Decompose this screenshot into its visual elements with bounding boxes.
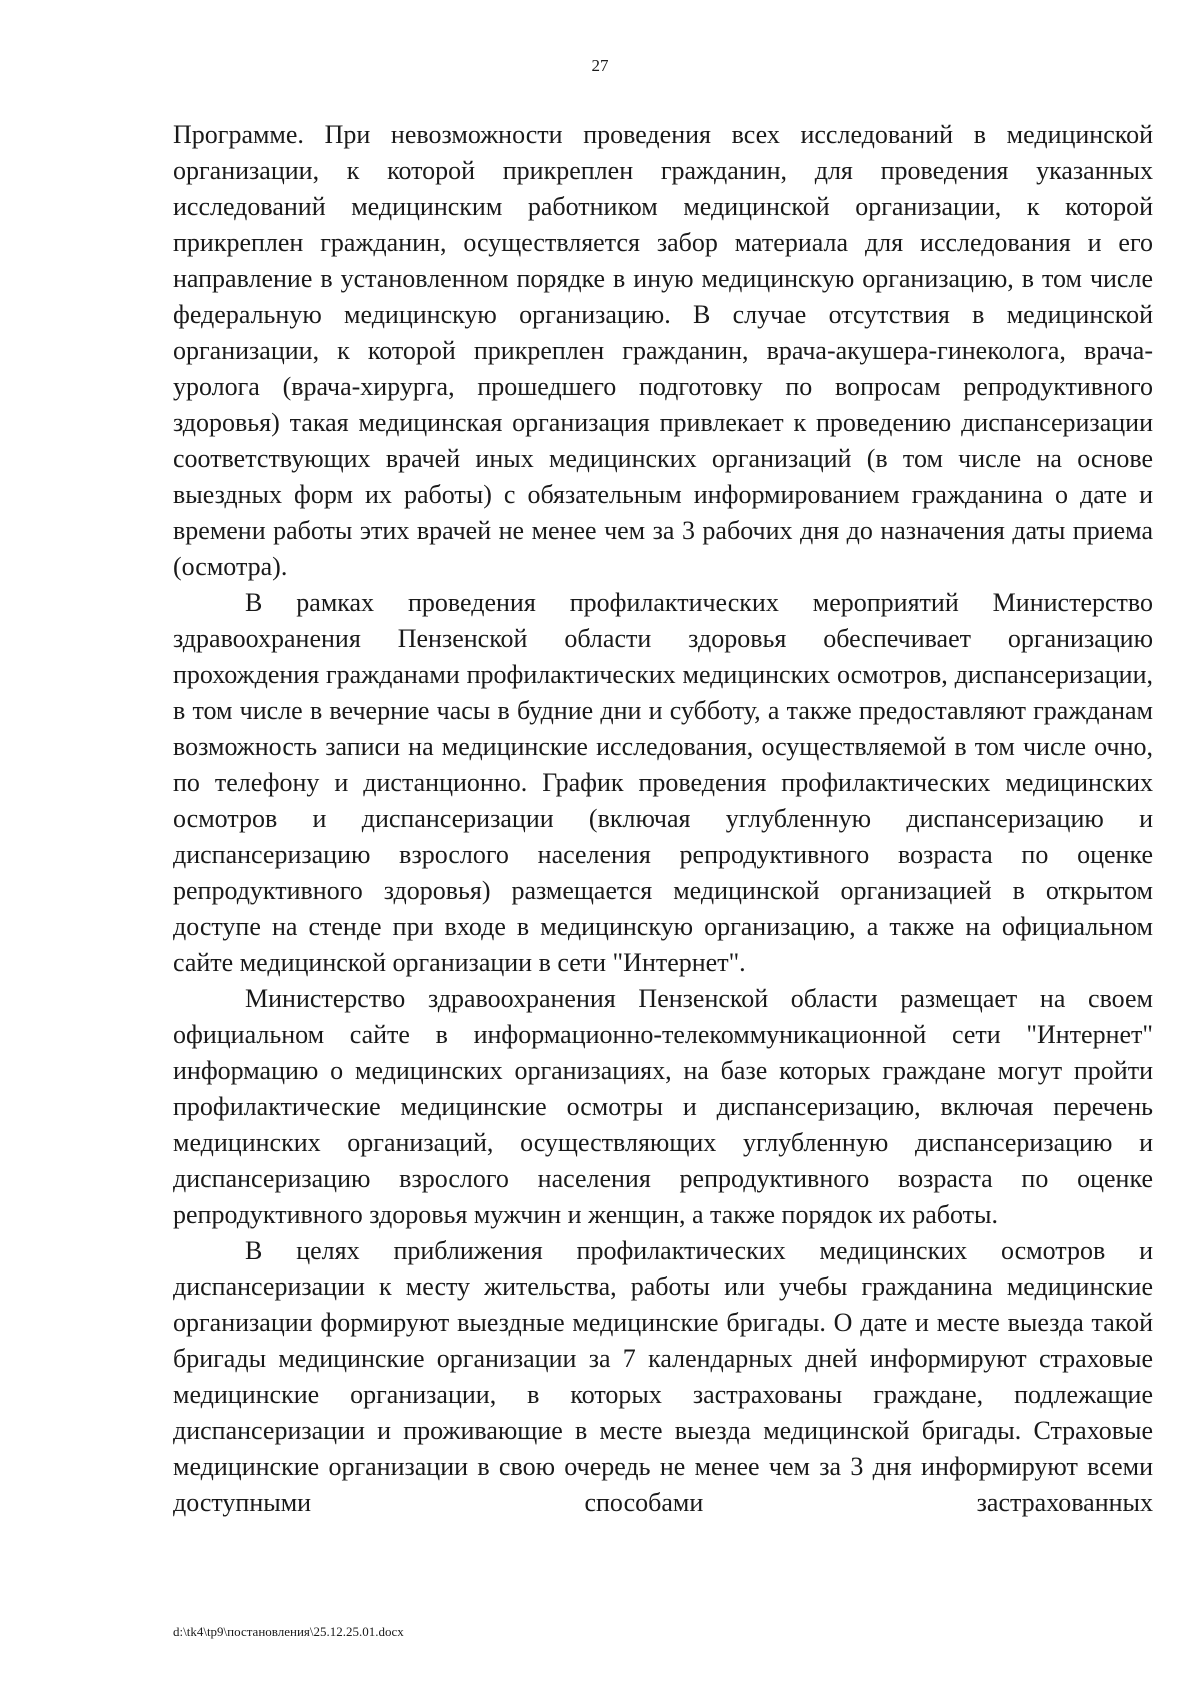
paragraph-ministry-website: Министерство здравоохранения Пензенской области размещает на своем официальном сайте в информационно-телекоммуникационной сети "Интернет" информацию о медицинских организациях, на базе которых граждане могут пройти профилактические медицинские осмотры и диспансеризацию, включая перечень медицинских организаций, осуществляющих углубленную диспансеризацию и диспансеризацию взрослого населения репродуктивного возраста по оценке репродуктивного здоровья мужчин и женщин, а также порядок их работы.	[173, 984, 1153, 1229]
paragraph-continuation: Программе. При невозможности проведения всех исследований в медицинской организации, к которой прикреплен гражданин, для проведения указанных исследований медицинским работником медицинской организации, к которой прикреплен гражданин, осуществляется забор материала для исследования и его направление в установленном порядке в иную медицинскую организацию, в том числе федеральную медицинскую организацию. В случае отсутствия в медицинской организации, к которой прикреплен гражданин, врача-акушера-гинеколога, врача-уролога (врача-хирурга, прошедшего подготовку по вопросам репродуктивного здоровья) такая медицинская организация привлекает к проведению диспансеризации соответствующих врачей иных медицинских организаций (в том числе на основе выездных форм их работы) с обязательным информированием гражданина о дате и времени работы этих врачей не менее чем за 3 рабочих дня до назначения даты приема (осмотра).	[173, 120, 1153, 581]
paragraph-mobile-teams: В целях приближения профилактических медицинских осмотров и диспансеризации к месту жительства, работы или учебы гражданина медицинские организации формируют выездные медицинские бригады. О дате и месте выезда такой бригады медицинские организации за 7 календарных дней информируют страховые медицинские организации, в которых застрахованы граждане, подлежащие диспансеризации и проживающие в месте выезда медицинской бригады. Страховые медицинские организации в свою очередь не менее чем за 3 дня информируют всеми доступными способами застрахованных	[173, 1236, 1153, 1517]
paragraph-profilactic-measures: В рамках проведения профилактических мероприятий Министерство здравоохранения Пензенской области здоровья обеспечивает организацию прохождения гражданами профилактических медицинских осмотров, диспансеризации, в том числе в вечерние часы в будние дни и субботу, а также предоставляют гражданам возможность записи на медицинские исследования, осуществляемой в том числе очно, по телефону и дистанционно. График проведения профилактических медицинских осмотров и диспансеризации (включая углубленную диспансеризацию и диспансеризацию взрослого населения репродуктивного возраста по оценке репродуктивного здоровья) размещается медицинской организацией в открытом доступе на стенде при входе в медицинскую организацию, а также на официальном сайте медицинской организации в сети "Интернет".	[173, 588, 1153, 977]
document-body	[173, 117, 1153, 1521]
page-number: 27	[591, 56, 609, 75]
footer-file-path: d:\tk4\tp9\постановления\25.12.25.01.docx	[173, 1624, 404, 1639]
